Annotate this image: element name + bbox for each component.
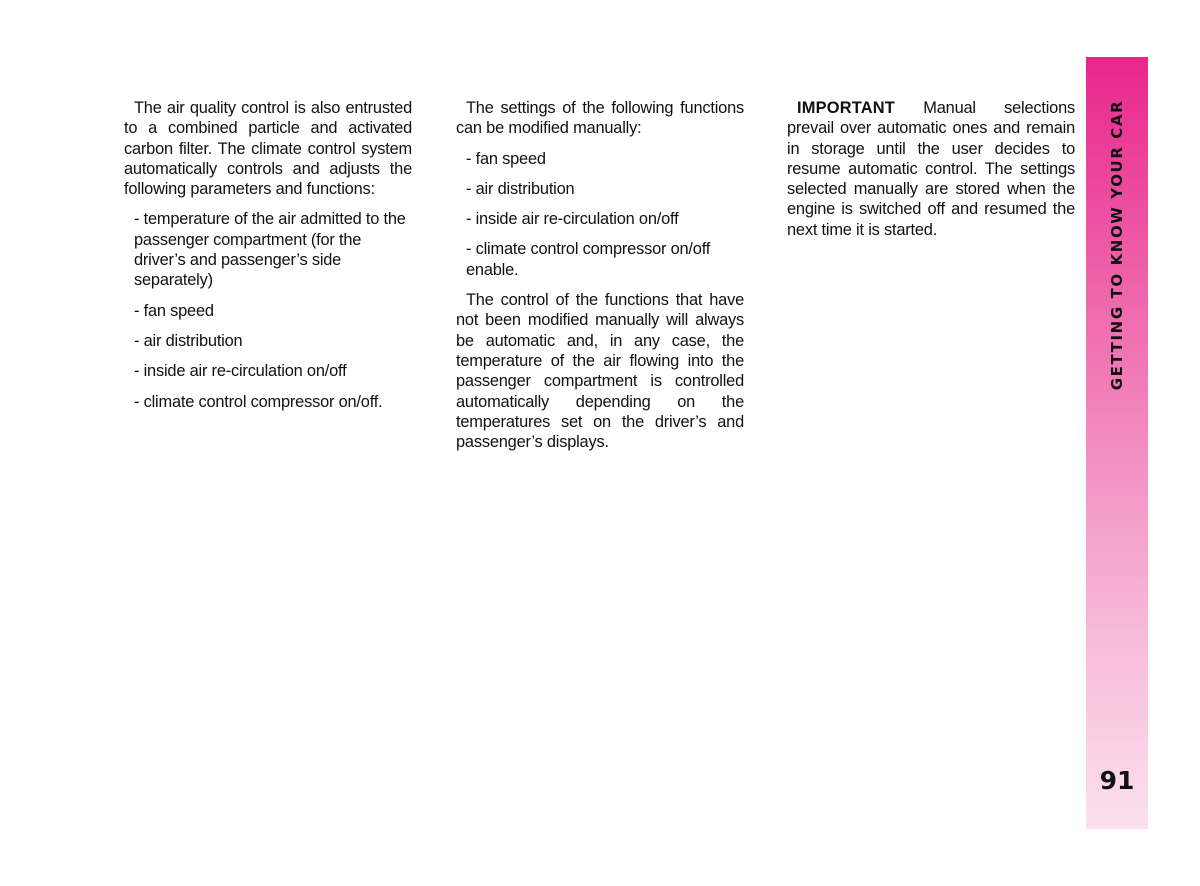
text-column-right (787, 98, 1075, 250)
list-item-compressor: - climate control compressor on/off. (134, 392, 383, 411)
text-column-middle (456, 98, 744, 462)
paragraph-manual-settings-intro: The settings of the following functions can be modified manually: (456, 99, 744, 138)
paragraph-automatic-control: The control of the functions that have not been modified manually will always be automatic and, in any case, the temperature of the air flowing into the passenger compartment is controlled automatically depending on the temperatures set on the driver’s and passenger’s displays. (456, 291, 744, 452)
important-note (787, 98, 1075, 240)
page-number: 91 (1099, 766, 1135, 795)
text-column-left (124, 98, 412, 422)
list-item-air-distribution: - air distribution (134, 331, 243, 350)
list-item-fan-speed: - fan speed (134, 301, 214, 320)
section-title: GETTING TO KNOW YOUR CAR (1108, 99, 1126, 391)
important-text: Manual selections prevail over automatic ones and remain in storage until the user decides to resume automatic control. The settings selected manually are stored when the engine is switched off and resumed the next time it is started. (787, 99, 1075, 239)
list-item-recirculation: - inside air re-circulation on/off (134, 362, 347, 381)
important-label: IMPORTANT (797, 99, 896, 117)
paragraph-air-quality-intro: The air quality control is also entrusted to a combined particle and activated carbon filter. The climate control system automatically controls and adjusts the following parameters and functions: (124, 99, 412, 199)
list-item-air-distribution: - air distribution (466, 179, 575, 198)
list-item-temperature: - temperature of the air admitted to the passenger compartment (for the driver’s and passenger’s side separately) (134, 210, 406, 290)
list-item-recirculation: - inside air re-circulation on/off (466, 210, 679, 229)
list-item-fan-speed: - fan speed (466, 149, 546, 168)
list-item-compressor-enable: - climate control compressor on/off enable. (466, 240, 711, 279)
